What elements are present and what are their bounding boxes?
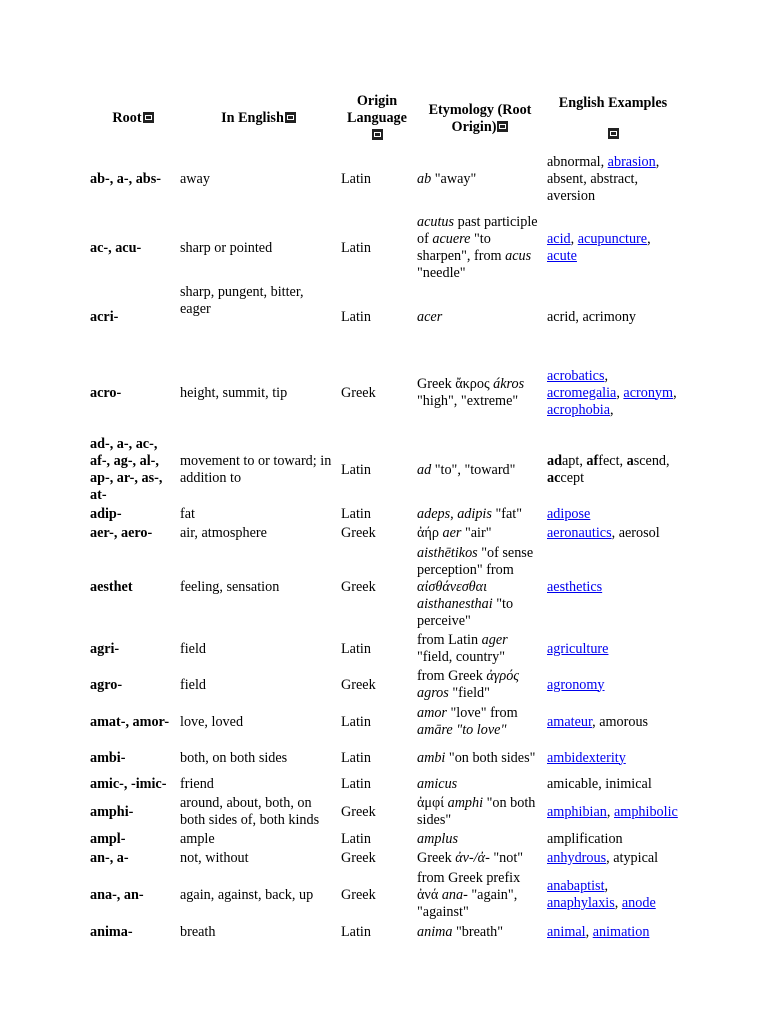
text-fragment: , — [614, 895, 622, 911]
cell-examples — [545, 543, 681, 631]
italic-term: aisthētikos — [417, 544, 478, 561]
cell-etymology — [415, 631, 545, 667]
cell-language: Greek — [341, 886, 376, 903]
example-link[interactable]: aesthetics — [547, 578, 603, 595]
cell-meaning: fat — [180, 506, 195, 522]
cell-language: Latin — [341, 239, 371, 256]
text-fragment: "away" — [431, 170, 477, 187]
table-row — [88, 741, 681, 775]
cell-root: ad-, a-, ac-, af-, ag-, al-, ap-, ar-, as-, at- — [90, 436, 163, 503]
table-row — [88, 830, 681, 849]
cell-examples — [545, 830, 681, 849]
example-link[interactable]: anaphylaxis — [547, 895, 615, 911]
cell-meaning: field — [180, 676, 206, 693]
cell-examples — [545, 505, 681, 524]
example-link[interactable]: acronym — [623, 384, 674, 401]
cell-etymology — [415, 922, 545, 942]
italic-term: acutus — [417, 214, 455, 230]
text-fragment: past participle of — [417, 214, 538, 247]
cell-root: an-, a- — [90, 850, 129, 866]
example-link[interactable]: agriculture — [547, 640, 609, 657]
text-fragment: acrid, acrimony — [547, 308, 637, 325]
text-fragment: fect, — [598, 453, 627, 469]
text-fragment: , — [604, 878, 609, 894]
table-row — [88, 283, 681, 351]
italic-term: ákros — [493, 376, 525, 392]
cell-language: Greek — [341, 803, 376, 820]
cell-language: Latin — [341, 461, 371, 478]
italic-term: aer — [442, 525, 462, 541]
sort-icon[interactable] — [608, 128, 619, 139]
cell-examples — [545, 775, 681, 794]
example-link[interactable]: amphibian — [547, 803, 607, 820]
table-row — [88, 794, 681, 830]
cell-examples — [545, 667, 681, 703]
cell-language: Latin — [341, 831, 371, 847]
text-fragment: "field, country" — [417, 649, 506, 665]
cell-examples — [545, 703, 681, 741]
italic-term: acus — [505, 248, 532, 264]
text-fragment: , — [604, 367, 609, 384]
text-fragment: , — [450, 506, 458, 522]
cell-etymology — [415, 213, 545, 283]
sort-icon[interactable] — [497, 121, 508, 132]
cell-etymology — [415, 830, 545, 849]
example-link[interactable]: agronomy — [547, 676, 605, 693]
text-fragment: , — [647, 231, 651, 247]
italic-term: amor — [417, 705, 447, 721]
text-fragment: "again", "against" — [417, 886, 518, 920]
text-fragment: "high", "extreme" — [417, 393, 519, 409]
cell-root: ana-, an- — [90, 886, 144, 903]
text-fragment: , — [610, 401, 614, 418]
example-link[interactable]: acute — [547, 248, 577, 264]
text-fragment: , — [606, 803, 614, 820]
cell-examples — [545, 849, 681, 868]
cell-root: amic-, -imic- — [90, 776, 167, 792]
sort-icon[interactable] — [285, 112, 296, 123]
text-fragment: , — [585, 923, 593, 940]
roots-table — [88, 92, 681, 942]
sort-icon[interactable] — [372, 129, 383, 140]
text-fragment: , — [616, 384, 624, 401]
italic-term: amphi — [447, 795, 484, 811]
cell-etymology — [415, 435, 545, 505]
bold-fragment: ad — [547, 453, 562, 469]
cell-meaning: friend — [180, 776, 214, 792]
example-link[interactable]: acupuncture — [577, 231, 648, 247]
cell-etymology — [415, 741, 545, 775]
text-fragment: , aerosol — [611, 525, 660, 541]
text-fragment: "needle" — [417, 265, 466, 281]
text-fragment: "on both sides" — [445, 749, 536, 766]
text-fragment: "on both sides" — [417, 795, 536, 828]
cell-language: Latin — [341, 923, 371, 940]
header-etymology[interactable]: Etymology (Root Origin) — [428, 101, 532, 135]
cell-root: ab-, a-, abs- — [90, 170, 161, 187]
example-link[interactable]: acrophobia — [547, 401, 611, 418]
cell-examples — [545, 213, 681, 283]
table-row — [88, 849, 681, 868]
italic-term: ager — [481, 632, 508, 648]
example-link[interactable]: acrobatics — [547, 367, 605, 384]
text-fragment: , atypical — [606, 850, 659, 866]
cell-root: acro- — [90, 384, 122, 401]
table-row — [88, 435, 681, 505]
cell-meaning: feeling, sensation — [180, 578, 280, 595]
italic-term: ἀγρός agros — [417, 668, 520, 701]
header-in-english[interactable]: In English — [178, 92, 339, 145]
text-fragment: "not" — [489, 850, 524, 866]
example-link[interactable]: anabaptist — [547, 878, 605, 894]
cell-meaning: sharp, pungent, bitter, eager — [180, 284, 304, 317]
table-row — [88, 524, 681, 543]
table-row — [88, 922, 681, 942]
table-row — [88, 213, 681, 283]
sort-icon[interactable] — [143, 112, 154, 123]
cell-etymology — [415, 351, 545, 435]
header-english-examples[interactable]: English Examples — [545, 92, 681, 145]
cell-examples — [545, 868, 681, 922]
text-fragment: from Latin — [417, 632, 482, 648]
text-fragment: , — [570, 231, 578, 247]
cell-language: Latin — [341, 640, 371, 657]
example-link[interactable]: animal — [547, 923, 586, 940]
table-row — [88, 351, 681, 435]
italic-term: ab — [417, 170, 432, 187]
cell-language: Greek — [341, 850, 376, 866]
italic-term: acuere — [432, 231, 471, 247]
text-fragment: "to", "toward" — [431, 461, 516, 478]
header-row — [88, 92, 681, 145]
cell-examples — [545, 922, 681, 942]
cell-examples — [545, 145, 681, 213]
example-link[interactable]: abrasion — [607, 153, 656, 170]
italic-term: adipis — [457, 506, 492, 522]
cell-root: acri- — [90, 308, 119, 325]
text-fragment: "breath" — [452, 923, 504, 940]
cell-language: Greek — [341, 384, 376, 401]
table-row — [88, 667, 681, 703]
text-fragment: ἀήρ — [417, 525, 443, 541]
text-fragment: amicable, inimical — [547, 776, 652, 792]
text-fragment: scend, — [633, 453, 670, 469]
text-fragment: cept — [560, 470, 585, 486]
table-row — [88, 631, 681, 667]
cell-language: Latin — [341, 170, 371, 187]
cell-etymology — [415, 283, 545, 351]
cell-meaning: height, summit, tip — [180, 384, 288, 401]
cell-etymology — [415, 868, 545, 922]
text-fragment: "air" — [461, 525, 492, 541]
italic-term: anima — [417, 923, 453, 940]
cell-examples — [545, 794, 681, 830]
example-link[interactable]: ambidexterity — [547, 749, 626, 766]
cell-meaning: sharp or pointed — [180, 239, 273, 256]
header-root[interactable]: Root — [88, 92, 178, 145]
text-fragment: abnormal, — [547, 153, 608, 170]
cell-examples — [545, 351, 681, 435]
cell-language: Greek — [341, 578, 376, 595]
italic-term: amplus — [417, 831, 458, 847]
italic-term: amicus — [417, 776, 458, 792]
cell-etymology — [415, 794, 545, 830]
cell-etymology — [415, 775, 545, 794]
cell-meaning: love, loved — [180, 713, 244, 730]
text-fragment: "to sharpen", from — [417, 231, 506, 264]
cell-meaning: air, atmosphere — [180, 525, 267, 541]
cell-root: amphi- — [90, 803, 134, 820]
header-origin-language[interactable]: Origin Language — [339, 92, 415, 145]
table-row — [88, 703, 681, 741]
cell-language: Latin — [341, 749, 371, 766]
cell-meaning: both, on both sides — [180, 749, 288, 766]
example-link[interactable]: acid — [547, 231, 571, 247]
example-link[interactable]: adipose — [547, 506, 591, 522]
example-link[interactable]: animation — [592, 923, 650, 940]
text-fragment: from Greek — [417, 668, 487, 684]
example-link[interactable]: aeronautics — [547, 525, 612, 541]
cell-root: agri- — [90, 640, 120, 657]
cell-meaning: breath — [180, 923, 216, 940]
text-fragment: , — [673, 384, 677, 401]
cell-meaning: not, without — [180, 850, 249, 866]
table-body — [88, 145, 681, 942]
cell-root: agro- — [90, 676, 123, 693]
text-fragment: , absent, abstract, aversion — [547, 153, 660, 204]
bold-fragment: af — [586, 453, 599, 469]
cell-language: Latin — [341, 308, 371, 325]
italic-term: ana- — [441, 886, 468, 903]
cell-language: Greek — [341, 525, 376, 541]
italic-term: adeps — [417, 506, 451, 522]
table-row — [88, 868, 681, 922]
cell-examples — [545, 283, 681, 351]
text-fragment: Greek — [417, 850, 456, 866]
table-row — [88, 505, 681, 524]
text-fragment: "love" from — [446, 705, 518, 721]
cell-examples — [545, 741, 681, 775]
bold-fragment: a — [626, 453, 634, 469]
cell-etymology — [415, 703, 545, 741]
cell-etymology — [415, 543, 545, 631]
cell-meaning: movement to or toward; in addition to — [180, 453, 332, 486]
example-link[interactable]: amphibolic — [613, 803, 678, 820]
italic-term: amāre "to love" — [417, 722, 507, 738]
text-fragment: amplification — [547, 831, 623, 847]
italic-term: ambi — [417, 749, 446, 766]
cell-etymology — [415, 667, 545, 703]
cell-examples — [545, 631, 681, 667]
cell-etymology — [415, 524, 545, 543]
cell-root: aer-, aero- — [90, 525, 153, 541]
text-fragment: "of sense perception" from — [417, 544, 534, 578]
example-link[interactable]: acromegalia — [547, 384, 617, 401]
cell-examples — [545, 435, 681, 505]
cell-examples — [545, 524, 681, 543]
cell-root: ambi- — [90, 749, 126, 766]
text-fragment: from Greek prefix ἀνά — [417, 869, 521, 903]
cell-etymology — [415, 145, 545, 213]
cell-root: ac-, acu- — [90, 239, 142, 256]
italic-term: αἰσθάνεσθαι aisthanesthai — [417, 578, 493, 612]
cell-root: anima- — [90, 923, 133, 940]
text-fragment: "field" — [448, 685, 490, 701]
cell-root: ampl- — [90, 831, 126, 847]
italic-term: ad — [417, 461, 432, 478]
italic-term: acer — [417, 308, 443, 325]
text-fragment: ἀμφί — [417, 795, 448, 811]
example-link[interactable]: anode — [621, 895, 656, 911]
cell-root: aesthet — [90, 578, 133, 595]
bold-fragment: ac — [547, 470, 561, 486]
cell-etymology — [415, 849, 545, 868]
cell-meaning: again, against, back, up — [180, 886, 314, 903]
cell-root: amat-, amor- — [90, 713, 170, 730]
text-fragment: "to perceive" — [417, 595, 514, 629]
cell-meaning: ample — [180, 831, 215, 847]
cell-etymology — [415, 505, 545, 524]
cell-language: Latin — [341, 506, 371, 522]
cell-meaning: around, about, both, on both sides of, both kinds — [180, 795, 320, 828]
cell-meaning: field — [180, 640, 206, 657]
text-fragment: Greek ἄκρος — [417, 376, 494, 392]
cell-language: Latin — [341, 776, 371, 792]
text-fragment: apt, — [561, 453, 587, 469]
text-fragment: , amorous — [592, 713, 649, 730]
cell-meaning: away — [180, 170, 210, 187]
cell-language: Latin — [341, 713, 371, 730]
example-link[interactable]: anhydrous — [547, 850, 607, 866]
text-fragment: "fat" — [491, 506, 522, 522]
example-link[interactable]: amateur — [547, 713, 593, 730]
table-row — [88, 145, 681, 213]
table-row — [88, 775, 681, 794]
cell-language: Greek — [341, 676, 376, 693]
table-row — [88, 543, 681, 631]
italic-term: ἀν-/ἀ- — [455, 850, 490, 866]
cell-root: adip- — [90, 506, 122, 522]
